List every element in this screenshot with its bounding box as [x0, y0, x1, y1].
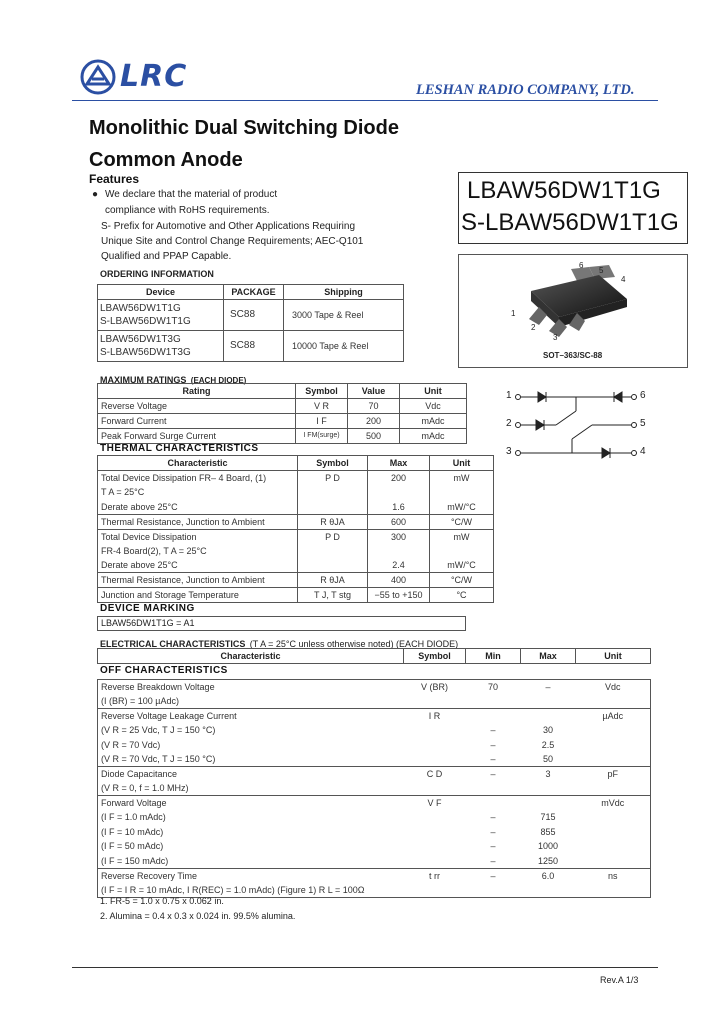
cell: (I F = 1.0 mAdc)	[101, 812, 166, 823]
page-title: Monolithic Dual Switching Diode	[89, 117, 399, 139]
cell: V (BR)	[421, 682, 448, 692]
cell: Vdc	[604, 682, 621, 692]
cell: –	[490, 855, 496, 866]
cell: °C/W	[430, 573, 494, 588]
ordering-heading: ORDERING INFORMATION	[100, 269, 214, 279]
part-number-box	[458, 172, 688, 244]
cell: 200	[348, 414, 400, 429]
pin-label: 1	[511, 309, 516, 318]
ordering-header-package: PACKAGE	[224, 285, 284, 300]
col-symbol: Symbol	[298, 456, 368, 471]
company-name: LESHAN RADIO COMPANY, LTD.	[416, 82, 635, 98]
cell: T J, T stg	[298, 588, 368, 603]
cell	[466, 796, 521, 811]
col-unit: Unit	[400, 384, 467, 399]
cell	[404, 854, 466, 869]
electrical-heading: ELECTRICAL CHARACTERISTICS	[100, 639, 246, 649]
note-2: 2. Alumina = 0.4 x 0.3 x 0.024 in. 99.5% alumina.	[100, 911, 296, 921]
cell	[521, 694, 576, 709]
cell: 715	[540, 812, 556, 823]
table-row	[98, 796, 651, 811]
cell: 2.5	[541, 739, 555, 750]
table-row	[98, 868, 651, 883]
cell: (V R = 25 Vdc, T J = 150 °C)	[101, 725, 216, 736]
table-row	[98, 500, 494, 515]
cell: –	[490, 739, 496, 750]
part-number-1: LBAW56DW1T1G	[467, 177, 661, 204]
table-row	[98, 810, 651, 825]
cell: µAdc	[576, 709, 651, 724]
cell: 600	[368, 514, 430, 529]
cell: Reverse Voltage	[98, 399, 296, 414]
ordering-table	[97, 284, 404, 362]
cell: 500	[348, 429, 400, 444]
cell: Total Device Dissipation	[98, 529, 298, 544]
schematic-pin: 5	[640, 418, 646, 429]
cell: –	[466, 868, 521, 883]
max-ratings-title: MAXIMUM RATINGS	[100, 375, 187, 385]
device-name: LBAW56DW1T1G	[100, 303, 181, 314]
note-1: 1. FR-5 = 1.0 x 0.75 x 0.062 in.	[100, 896, 224, 906]
table-row	[98, 767, 651, 782]
pin-label: 4	[621, 275, 626, 284]
table-row	[98, 752, 651, 767]
schematic-pin: 3	[506, 446, 512, 457]
cell: –	[490, 841, 496, 852]
off-characteristics-heading: OFF CHARACTERISTICS	[100, 665, 228, 676]
col-symbol: Symbol	[296, 384, 348, 399]
cell: mW	[430, 529, 494, 544]
cell	[576, 810, 651, 825]
cell: Reverse Recovery Time	[98, 868, 404, 883]
col-max: Max	[521, 649, 576, 664]
cell: mW/°C	[430, 558, 494, 573]
cell: –	[490, 754, 496, 764]
device-name: S-LBAW56DW1T3G	[100, 347, 191, 358]
table-row	[98, 781, 651, 796]
cell	[404, 839, 466, 854]
cell	[466, 781, 521, 796]
ordering-header-device: Device	[98, 285, 224, 300]
cell	[576, 781, 651, 796]
cell: C D	[404, 767, 466, 782]
cell: 70	[487, 682, 498, 692]
col-min: Min	[466, 649, 521, 664]
cell	[404, 723, 466, 738]
cell: Forward Voltage	[98, 796, 404, 811]
shipping-cell: 10000 Tape & Reel	[284, 331, 404, 362]
cell: P D	[298, 529, 368, 544]
table-row	[98, 300, 404, 331]
col-symbol: Symbol	[404, 649, 466, 664]
schematic-pin: 1	[506, 390, 512, 401]
features-heading: Features	[89, 172, 140, 186]
cell: FR-4 Board(2), T A = 25°C	[98, 544, 298, 559]
cell: mAdc	[400, 414, 467, 429]
cell: 2.4	[368, 558, 430, 573]
max-ratings-sub: (EACH DIODE)	[190, 376, 247, 385]
cell	[404, 825, 466, 840]
cell: Derate above 25°C	[98, 558, 298, 573]
cell: R θJA	[298, 514, 368, 529]
package-label: SOT–363/SC-88	[543, 351, 603, 360]
marking-heading: DEVICE MARKING	[100, 603, 195, 614]
cell: mW/°C	[430, 500, 494, 515]
cell: pF	[576, 767, 651, 782]
marking-value: LBAW56DW1T1G = A1	[101, 618, 195, 628]
cell: Forward Current	[98, 414, 296, 429]
pin-label: 6	[579, 261, 584, 270]
cell: 3	[521, 767, 576, 782]
feature-line-4: Qualified and PPAP Capable.	[101, 251, 232, 262]
cell	[576, 839, 651, 854]
device-name: LBAW56DW1T3G	[100, 334, 181, 345]
cell: 300	[368, 529, 430, 544]
cell: °C	[430, 588, 494, 603]
max-ratings-table	[97, 383, 467, 444]
logo-text: LRC	[120, 59, 188, 94]
cell: R θJA	[298, 573, 368, 588]
diode-schematic	[504, 387, 654, 463]
cell: Derate above 25°C	[98, 500, 298, 515]
thermal-heading: THERMAL CHARACTERISTICS	[100, 443, 259, 454]
table-row	[98, 429, 467, 444]
table-row	[98, 558, 494, 573]
cell: Reverse Breakdown Voltage	[101, 682, 215, 692]
pin-label: 2	[531, 323, 536, 332]
shipping-cell: 3000 Tape & Reel	[284, 300, 404, 331]
cell: P D	[298, 471, 368, 486]
col-characteristic: Characteristic	[98, 649, 404, 664]
table-row	[98, 588, 494, 603]
cell: T A = 25°C	[98, 485, 298, 500]
cell: V F	[404, 796, 466, 811]
schematic-pin: 6	[640, 390, 646, 401]
package-cell: SC88	[224, 300, 284, 331]
table-row	[98, 414, 467, 429]
cell: °C/W	[430, 514, 494, 529]
cell: 200	[368, 471, 430, 486]
cell	[576, 752, 651, 767]
col-value: Value	[348, 384, 400, 399]
schematic-pin: 2	[506, 418, 512, 429]
table-row	[98, 331, 404, 362]
table-row	[98, 573, 494, 588]
col-max: Max	[368, 456, 430, 471]
cell	[576, 694, 651, 709]
cell	[404, 781, 466, 796]
cell: mVdc	[576, 796, 651, 811]
package-cell: SC88	[224, 331, 284, 362]
table-row	[98, 694, 651, 709]
cell: mAdc	[400, 429, 467, 444]
table-row	[98, 399, 467, 414]
cell: (I F = 10 mAdc)	[101, 826, 164, 837]
cell: Total Device Dissipation FR– 4 Board, (1)	[98, 471, 298, 486]
cell: –	[466, 767, 521, 782]
table-row	[98, 709, 651, 724]
table-row	[98, 529, 494, 544]
table-row	[98, 723, 651, 738]
cell: 50	[542, 754, 553, 764]
cell: 855	[540, 826, 556, 837]
cell: 1000	[537, 841, 559, 852]
cell: Diode Capacitance	[98, 767, 404, 782]
lrc-logo-icon	[78, 57, 118, 97]
cell: t rr	[404, 868, 466, 883]
cell: (I F = 150 mAdc)	[101, 855, 169, 866]
revision-label: Rev.A 1/3	[600, 975, 639, 985]
table-row	[98, 485, 494, 500]
header-rule	[72, 100, 658, 101]
cell	[466, 694, 521, 709]
pin-label: 5	[599, 266, 604, 275]
cell: I R	[404, 709, 466, 724]
logo	[78, 57, 208, 97]
cell: 400	[368, 573, 430, 588]
cell: Thermal Resistance, Junction to Ambient	[98, 514, 298, 529]
cell: I F	[296, 414, 348, 429]
cell: I FM(surge)	[296, 429, 348, 444]
marking-box	[97, 616, 466, 631]
cell	[576, 854, 651, 869]
cell: Reverse Voltage Leakage Current	[98, 709, 404, 724]
table-row	[98, 839, 651, 854]
cell: Junction and Storage Temperature	[98, 588, 298, 603]
ordering-header-shipping: Shipping	[284, 285, 404, 300]
table-row	[98, 514, 494, 529]
cell: 70	[348, 399, 400, 414]
electrical-header-table	[97, 648, 651, 664]
col-unit: Unit	[576, 649, 651, 664]
pin-label: 3	[553, 333, 558, 342]
cell	[521, 781, 576, 796]
part-number-2: S-LBAW56DW1T1G	[461, 209, 679, 236]
cell: 30	[542, 725, 553, 736]
cell: (V R = 70 Vdc)	[101, 739, 161, 750]
cell	[576, 825, 651, 840]
cell: (I (BR) = 100 µAdc)	[101, 696, 179, 706]
cell: 1250	[537, 855, 559, 866]
col-rating: Rating	[98, 384, 296, 399]
cell: (I F = 50 mAdc)	[101, 841, 164, 852]
electrical-table	[97, 679, 651, 898]
device-name: S-LBAW56DW1T1G	[100, 316, 191, 327]
cell: Vdc	[400, 399, 467, 414]
common-anode-schematic-icon	[504, 387, 654, 463]
cell: (I F = I R = 10 mAdc, I R(REC) = 1.0 mAdc) (Figure 1) R L = 100Ω	[101, 884, 365, 895]
cell: –	[490, 812, 496, 823]
feature-line-1: We declare that the material of product	[105, 189, 278, 200]
cell	[404, 738, 466, 753]
cell: mW	[430, 471, 494, 486]
table-row	[98, 854, 651, 869]
cell: ns	[576, 868, 651, 883]
cell	[576, 723, 651, 738]
col-characteristic: Characteristic	[98, 456, 298, 471]
cell	[521, 709, 576, 724]
cell	[521, 796, 576, 811]
cell: −55 to +150	[368, 588, 430, 603]
table-row	[98, 680, 651, 695]
feature-line-3: Unique Site and Control Change Requirements; AEC-Q101	[101, 236, 364, 247]
cell: Peak Forward Surge Current	[98, 429, 296, 444]
table-row	[98, 544, 494, 559]
table-row	[98, 825, 651, 840]
cell: –	[545, 682, 551, 692]
cell	[404, 752, 466, 767]
schematic-pin: 4	[640, 446, 646, 457]
cell: –	[490, 725, 496, 736]
cell	[466, 709, 521, 724]
table-row	[98, 738, 651, 753]
feature-line-2: S- Prefix for Automotive and Other Applications Requiring	[101, 221, 356, 232]
feature-line-1b: compliance with RoHS requirements.	[105, 205, 270, 216]
package-box	[458, 254, 688, 368]
cell: 1.6	[368, 500, 430, 515]
table-row	[98, 883, 651, 898]
cell	[404, 810, 466, 825]
cell: (V R = 70 Vdc, T J = 150 °C)	[101, 754, 216, 764]
cell: V R	[296, 399, 348, 414]
cell	[576, 738, 651, 753]
cell: 6.0	[521, 868, 576, 883]
bullet-icon: ●	[92, 189, 99, 200]
cell: –	[490, 826, 496, 837]
table-row	[98, 471, 494, 486]
cell: (V R = 0, f = 1.0 MHz)	[101, 783, 189, 793]
page-subtitle: Common Anode	[89, 149, 243, 171]
cell	[404, 694, 466, 709]
cell: Thermal Resistance, Junction to Ambient	[98, 573, 298, 588]
electrical-condition: (T A = 25°C unless otherwise noted) (EACH DIODE)	[249, 639, 459, 649]
col-unit: Unit	[430, 456, 494, 471]
footer-rule	[72, 967, 658, 968]
thermal-table	[97, 455, 494, 603]
